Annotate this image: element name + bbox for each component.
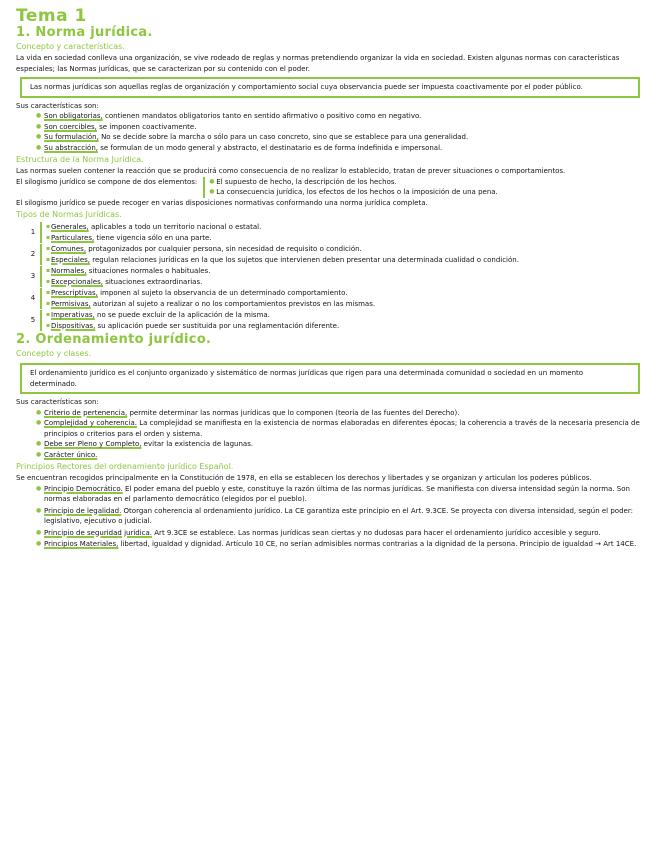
text: permite determinar las normas jurídicas que lo componen (teoría de las fuentes del Derecho). bbox=[127, 408, 460, 417]
term: Su abstracción, bbox=[44, 143, 98, 152]
s1-definition: Las normas jurídicas son aquellas reglas de organización y comportamiento social cuya observancia puede ser impuesta coactivamente por el poder público. bbox=[30, 83, 583, 91]
section-1-title: 1. Norma jurídica. bbox=[16, 25, 153, 40]
text: La complejidad se manifiesta en la existencia de normas elaboradas en diferentes épocas; la coherencia a través de la necesaria presencia de principios o criterios para el orden y sistema. bbox=[44, 419, 640, 438]
silogismo-element: ● El supuesto de hecho, la descripción de los hechos. bbox=[209, 177, 498, 188]
term: Principio de seguridad jurídica. bbox=[44, 528, 153, 537]
term: Complejidad y coherencia. bbox=[44, 419, 137, 427]
list-item bbox=[36, 450, 640, 461]
principios-intro: Se encuentran recogidos principalmente en la Constitución de 1978, en ella se establecen los derechos y libertades y se organizan y articulan los poderes públicos. bbox=[16, 474, 592, 482]
silogismo-note: El silogismo jurídico se puede recoger en varias disposiciones normativas conformando una norma jurídica completa. bbox=[16, 198, 428, 207]
group-number: 4 bbox=[30, 294, 36, 303]
group-number: 1 bbox=[30, 228, 36, 237]
type-group bbox=[26, 288, 640, 309]
type-item bbox=[46, 233, 261, 244]
text: se formulan de un modo general y abstracto, el destinatario es de forma indefinida e impersonal. bbox=[97, 143, 443, 152]
text: autorizan al sujeto a realizar o no los comportamientos previstos en las mismas. bbox=[90, 299, 376, 308]
text: tiene vigencia sólo en una parte. bbox=[94, 233, 212, 242]
type-item bbox=[46, 222, 261, 233]
text: contienen mandatos obligatorios tanto en sentido afirmativo o positivo como en negativo. bbox=[102, 112, 422, 120]
principios-list bbox=[16, 484, 640, 550]
s1-estructura-text: Las normas suelen contener la reacción que se producirá como consecuencia de no realizar lo establecido, tratan de prever situaciones o comportamientos. bbox=[16, 167, 566, 175]
s1-intro: La vida en sociedad conlleva una organización, se vive rodeado de reglas y normas pretendiendo organizar la vida en sociedad. Existen algunas normas con características especiales; las Normas jurídicas, que se caracterizan por su contenido con el poder. bbox=[16, 54, 620, 73]
silogismo-label: El silogismo jurídico se compone de dos elementos: bbox=[16, 177, 198, 186]
type-item bbox=[46, 266, 210, 277]
term: Debe ser Pleno y Completo, bbox=[44, 440, 142, 448]
group-number: 2 bbox=[30, 250, 36, 259]
term: Normales, bbox=[51, 267, 87, 275]
s2-definition: El ordenamiento jurídico es el conjunto organizado y sistemático de normas jurídicas que rigen para una determinada comunidad o sociedad en un momento determinado. bbox=[30, 369, 584, 388]
term: Generales, bbox=[51, 223, 89, 231]
s1-definition-box bbox=[20, 77, 640, 98]
section-2-title: 2. Ordenamiento jurídico. bbox=[16, 332, 212, 347]
type-item bbox=[46, 255, 519, 266]
principios-heading: Principios Rectores del ordenamiento jurídico Español. bbox=[16, 462, 234, 471]
text: no se puede excluir de la aplicación de la misma. bbox=[94, 311, 270, 319]
silogismo-element: ● La consecuencia jurídica, los efectos de los hechos o la imposición de una pena. bbox=[209, 187, 498, 198]
silogismo-block bbox=[16, 177, 640, 198]
text: aplicables a todo un territorio nacional o estatal. bbox=[88, 223, 262, 231]
type-group bbox=[26, 244, 640, 265]
term: Principios Materiales, bbox=[44, 540, 119, 548]
term: Permisivas, bbox=[51, 299, 91, 308]
s2-definition-box bbox=[20, 363, 640, 394]
group-number: 3 bbox=[30, 272, 36, 281]
term: Imperativas, bbox=[51, 311, 95, 319]
type-group bbox=[26, 222, 640, 243]
s1-estructura-heading: Estructura de la Norma Jurídica. bbox=[16, 155, 144, 164]
text: su aplicación puede ser sustituida por una reglamentación diferente. bbox=[95, 321, 340, 330]
list-item bbox=[36, 122, 640, 133]
type-item bbox=[46, 321, 339, 332]
term: Son coercibles, bbox=[44, 122, 97, 131]
term: Carácter único. bbox=[44, 450, 98, 459]
list-item bbox=[36, 111, 640, 122]
text: protagonizados por cualquier persona, sin necesidad de requisito o condición. bbox=[86, 245, 362, 253]
type-group bbox=[26, 266, 640, 287]
term: Criterio de pertenencia, bbox=[44, 408, 128, 417]
text: Art 9.3CE se establece. Las normas jurídicas sean ciertas y no dudosas para hacer el ordenamiento jurídico accesible y seguro. bbox=[152, 528, 601, 537]
list-item bbox=[36, 528, 640, 539]
text: imponen al sujeto la observancia de un determinado comportamiento. bbox=[97, 289, 348, 297]
term: Prescriptivas, bbox=[51, 289, 98, 297]
list-item bbox=[36, 439, 640, 450]
type-item bbox=[46, 310, 339, 321]
text: regulan relaciones jurídicas en la que los sujetos que intervienen deben presentar una determinada cualidad o condición. bbox=[90, 255, 519, 264]
s1-tipos-heading: Tipos de Normas Jurídicas. bbox=[16, 210, 122, 219]
list-item bbox=[36, 132, 640, 143]
list-item bbox=[36, 539, 640, 550]
text: se imponen coactivamente. bbox=[96, 122, 197, 131]
type-item bbox=[46, 288, 375, 299]
term: Especiales, bbox=[51, 255, 91, 264]
list-item bbox=[36, 408, 640, 419]
s1-characteristics-list bbox=[16, 111, 640, 153]
text: libertad, igualdad y dignidad. Artículo 10 CE, no serían admisibles normas contrarias a la dignidad de la persona. Principio de igualdad → Art 14CE. bbox=[118, 540, 637, 548]
term: Particulares, bbox=[51, 233, 95, 242]
s2-characteristics-list bbox=[16, 408, 640, 461]
text: No se decide sobre la marcha o sólo para un caso concreto, sino que se establece para una generalidad. bbox=[98, 133, 469, 141]
list-item bbox=[36, 418, 640, 439]
list-item bbox=[36, 143, 640, 154]
term: Dispositivas, bbox=[51, 321, 96, 330]
text: evitar la existencia de lagunas. bbox=[141, 440, 254, 448]
list-item bbox=[36, 506, 640, 527]
s2-concepto-heading: Concepto y clases. bbox=[16, 349, 92, 358]
s1-concepto-heading: Concepto y características. bbox=[16, 42, 125, 51]
text: El poder emana del pueblo y este, constituye la razón última de las normas jurídicas. Se manifiesta con diversa intensidad según la norma. Son normas elaboradas en el parlamento democrático (elegidos por el pueblo). bbox=[44, 484, 630, 503]
text: Otorgan coherencia al ordenamiento jurídico. La CE garantiza este principio en el Art. 9.3CE. Se proyecta con diversa intensidad, según el poder: legislativo, ejecutivo o judicial. bbox=[44, 506, 633, 525]
term: Son obligatorias, bbox=[44, 112, 103, 120]
list-item bbox=[36, 484, 640, 505]
text: situaciones normales o habituales. bbox=[86, 267, 211, 275]
group-number: 5 bbox=[30, 316, 36, 325]
term: Comunes, bbox=[51, 245, 87, 253]
tema-title: Tema 1 bbox=[16, 6, 87, 26]
text: situaciones extraordinarias. bbox=[102, 277, 203, 286]
s2-car-label: Sus características son: bbox=[16, 398, 99, 406]
type-group bbox=[26, 310, 640, 331]
types-list bbox=[26, 222, 640, 331]
term: Principio de legalidad. bbox=[44, 506, 122, 515]
type-item bbox=[46, 299, 375, 310]
term: Principio Democrático. bbox=[44, 484, 123, 493]
silogismo-elements bbox=[203, 177, 498, 198]
s1-car-label: Sus características son: bbox=[16, 101, 99, 110]
type-item bbox=[46, 277, 210, 288]
type-item bbox=[46, 244, 519, 255]
term: Su formulación, bbox=[44, 133, 99, 141]
term: Excepcionales, bbox=[51, 277, 103, 286]
